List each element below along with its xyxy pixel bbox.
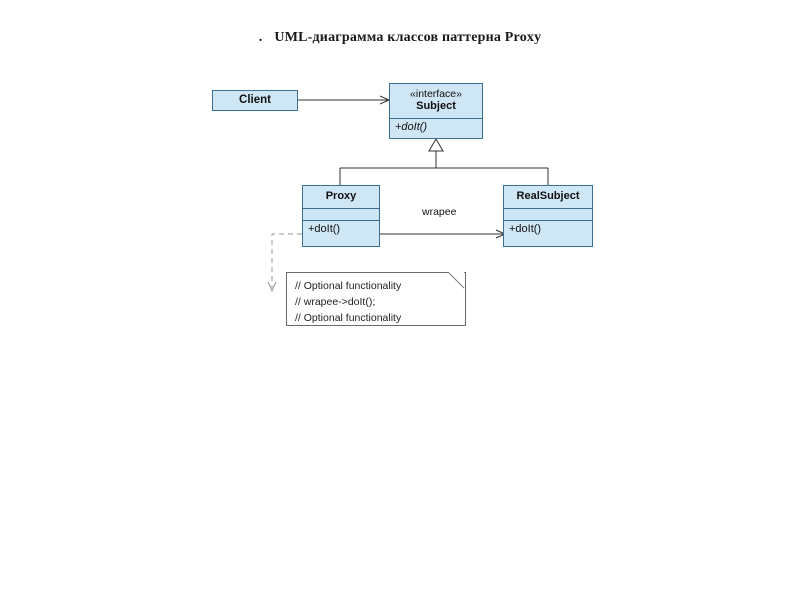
- class-client-name: Client: [239, 94, 271, 106]
- class-subject-header: [390, 84, 482, 118]
- note-line-1: // wrapee->doIt();: [295, 295, 376, 308]
- class-realsubject-header: [504, 186, 592, 208]
- class-proxy-name: Proxy: [325, 190, 357, 202]
- class-subject-operation-0: +doIt(): [395, 120, 428, 133]
- note-line-0: // Optional functionality: [295, 280, 402, 292]
- class-proxy[interactable]: [302, 185, 380, 247]
- class-proxy-operations: [303, 220, 379, 238]
- class-realsubject-attributes: [504, 208, 592, 220]
- association-label-wrapee: [420, 206, 458, 218]
- association-label-text: wrapee: [422, 206, 457, 218]
- title-bullet: .: [258, 30, 263, 45]
- class-client[interactable]: [212, 90, 298, 111]
- note-optional-functionality[interactable]: [286, 272, 466, 326]
- class-realsubject-name: RealSubject: [516, 190, 580, 202]
- class-proxy-header: [303, 186, 379, 208]
- class-realsubject-operation-0: +doIt(): [509, 222, 542, 235]
- class-proxy-attributes: [303, 208, 379, 220]
- class-realsubject[interactable]: [503, 185, 593, 247]
- class-subject-name: Subject: [416, 100, 456, 113]
- title-text: UML-диаграмма классов паттерна Proxy: [274, 30, 542, 45]
- note-fold-icon: [448, 272, 466, 290]
- note-line-2: // Optional functionality: [295, 311, 402, 324]
- class-subject-operations: [390, 118, 482, 136]
- class-subject-stereotype: «interface»: [410, 88, 462, 100]
- class-realsubject-operations: [504, 220, 592, 238]
- class-proxy-operation-0: +doIt(): [308, 222, 341, 235]
- class-subject[interactable]: [389, 83, 483, 139]
